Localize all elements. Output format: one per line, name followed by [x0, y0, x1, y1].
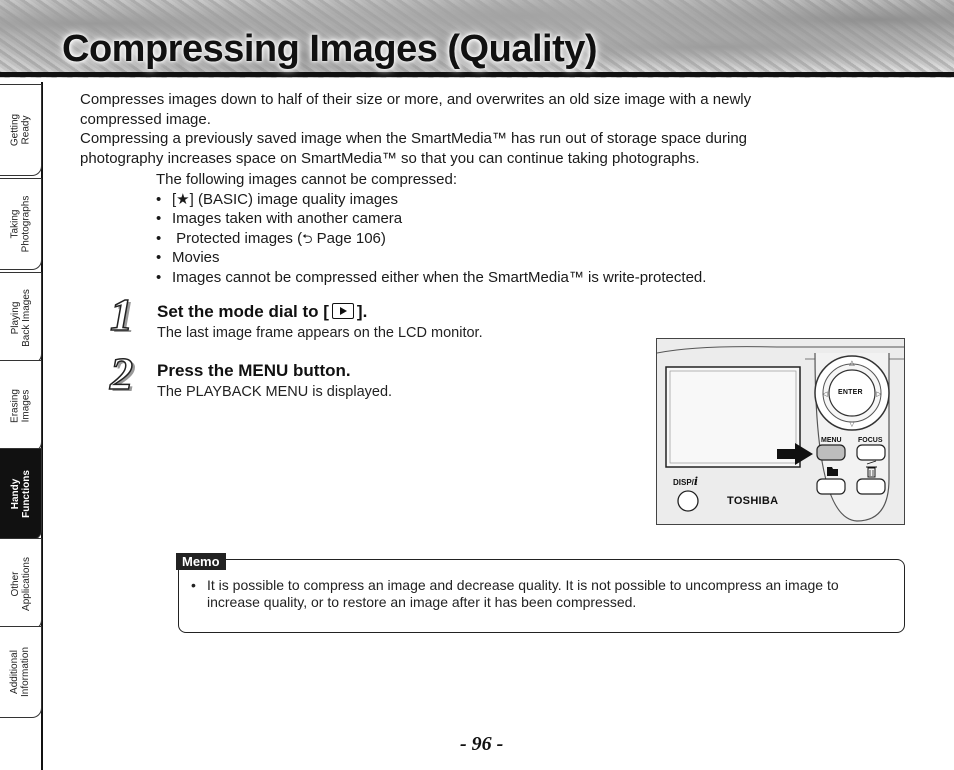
step-1-number: 1 [110, 289, 133, 340]
list-item: • Movies [156, 248, 706, 268]
memo-label: Memo [176, 553, 226, 570]
camera-back-drawing [657, 339, 905, 525]
tab-label: Handy Functions [9, 470, 32, 518]
tab-other-applications[interactable] [0, 538, 42, 630]
brand-logo: TOSHIBA [727, 495, 779, 507]
intro-paragraph-1: Compresses images down to half of their size or more, and overwrites an old size image with a newly compressed image. [80, 91, 752, 128]
tab-label: Playing Back Images [9, 289, 32, 347]
tab-label: Getting Ready [9, 113, 32, 147]
restrictions-list [156, 190, 706, 288]
page-reference: Page 106) [316, 229, 386, 247]
play-mode-icon [332, 303, 354, 319]
list-item: • Images taken with another camera [156, 209, 706, 229]
page-title: Compressing Images (Quality) [62, 28, 598, 70]
focus-label: FOCUS [858, 437, 883, 444]
page-number: - 96 - [460, 733, 504, 755]
step-2-title: Press the MENU button. [157, 361, 351, 380]
memo-box [178, 559, 905, 633]
svg-text:▽: ▽ [849, 420, 855, 428]
tab-getting-ready[interactable] [0, 84, 42, 176]
svg-text:◁: ◁ [822, 390, 828, 398]
menu-label: MENU [821, 437, 842, 444]
tab-handy-functions[interactable] [0, 448, 42, 540]
step-1-description: The last image frame appears on the LCD monitor. [157, 325, 483, 341]
list-item: • Images cannot be compressed either when the SmartMedia™ is write-protected. [156, 268, 706, 288]
tab-playing-back-images[interactable] [0, 272, 42, 364]
arrow-ref-icon: ⮌ [302, 230, 313, 246]
enter-label: ENTER [838, 389, 863, 396]
step-2-description: The PLAYBACK MENU is displayed. [157, 384, 393, 400]
info-icon: i [693, 475, 699, 488]
list-item: • [★] (BASIC) image quality images [156, 190, 706, 210]
camera-illustration [656, 338, 905, 525]
tab-taking-photographs[interactable] [0, 178, 42, 270]
restrictions-note [156, 170, 706, 287]
tab-erasing-images[interactable] [0, 360, 42, 452]
tab-label: Additional Information [9, 646, 32, 698]
disp-label: DISP/i [673, 475, 699, 488]
header-rule [0, 72, 954, 77]
svg-text:▷: ▷ [876, 390, 882, 398]
memo-text: • It is possible to compress an image and decrease quality. It is not possible to uncompress an image to increase quality, or to restore an image after it has been compressed. [191, 577, 891, 611]
list-item: • Protected images (⮌ Page 106) [156, 229, 706, 249]
tab-label: Other Applications [9, 557, 32, 611]
restrictions-heading: The following images cannot be compressed: [156, 171, 457, 188]
tab-label: Erasing Images [9, 389, 32, 423]
step-2-number: 2 [110, 348, 133, 399]
step-1-title: Set the mode dial to [ ]. [157, 302, 368, 321]
intro-paragraph-2: Compressing a previously saved image when the SmartMedia™ has run out of storage space during photography increases space on SmartMedia™ so that you can continue taking photographs. [80, 130, 748, 167]
tab-label: Taking Photographs [9, 195, 32, 253]
svg-text:△: △ [849, 359, 855, 367]
tab-additional-information[interactable] [0, 626, 42, 718]
